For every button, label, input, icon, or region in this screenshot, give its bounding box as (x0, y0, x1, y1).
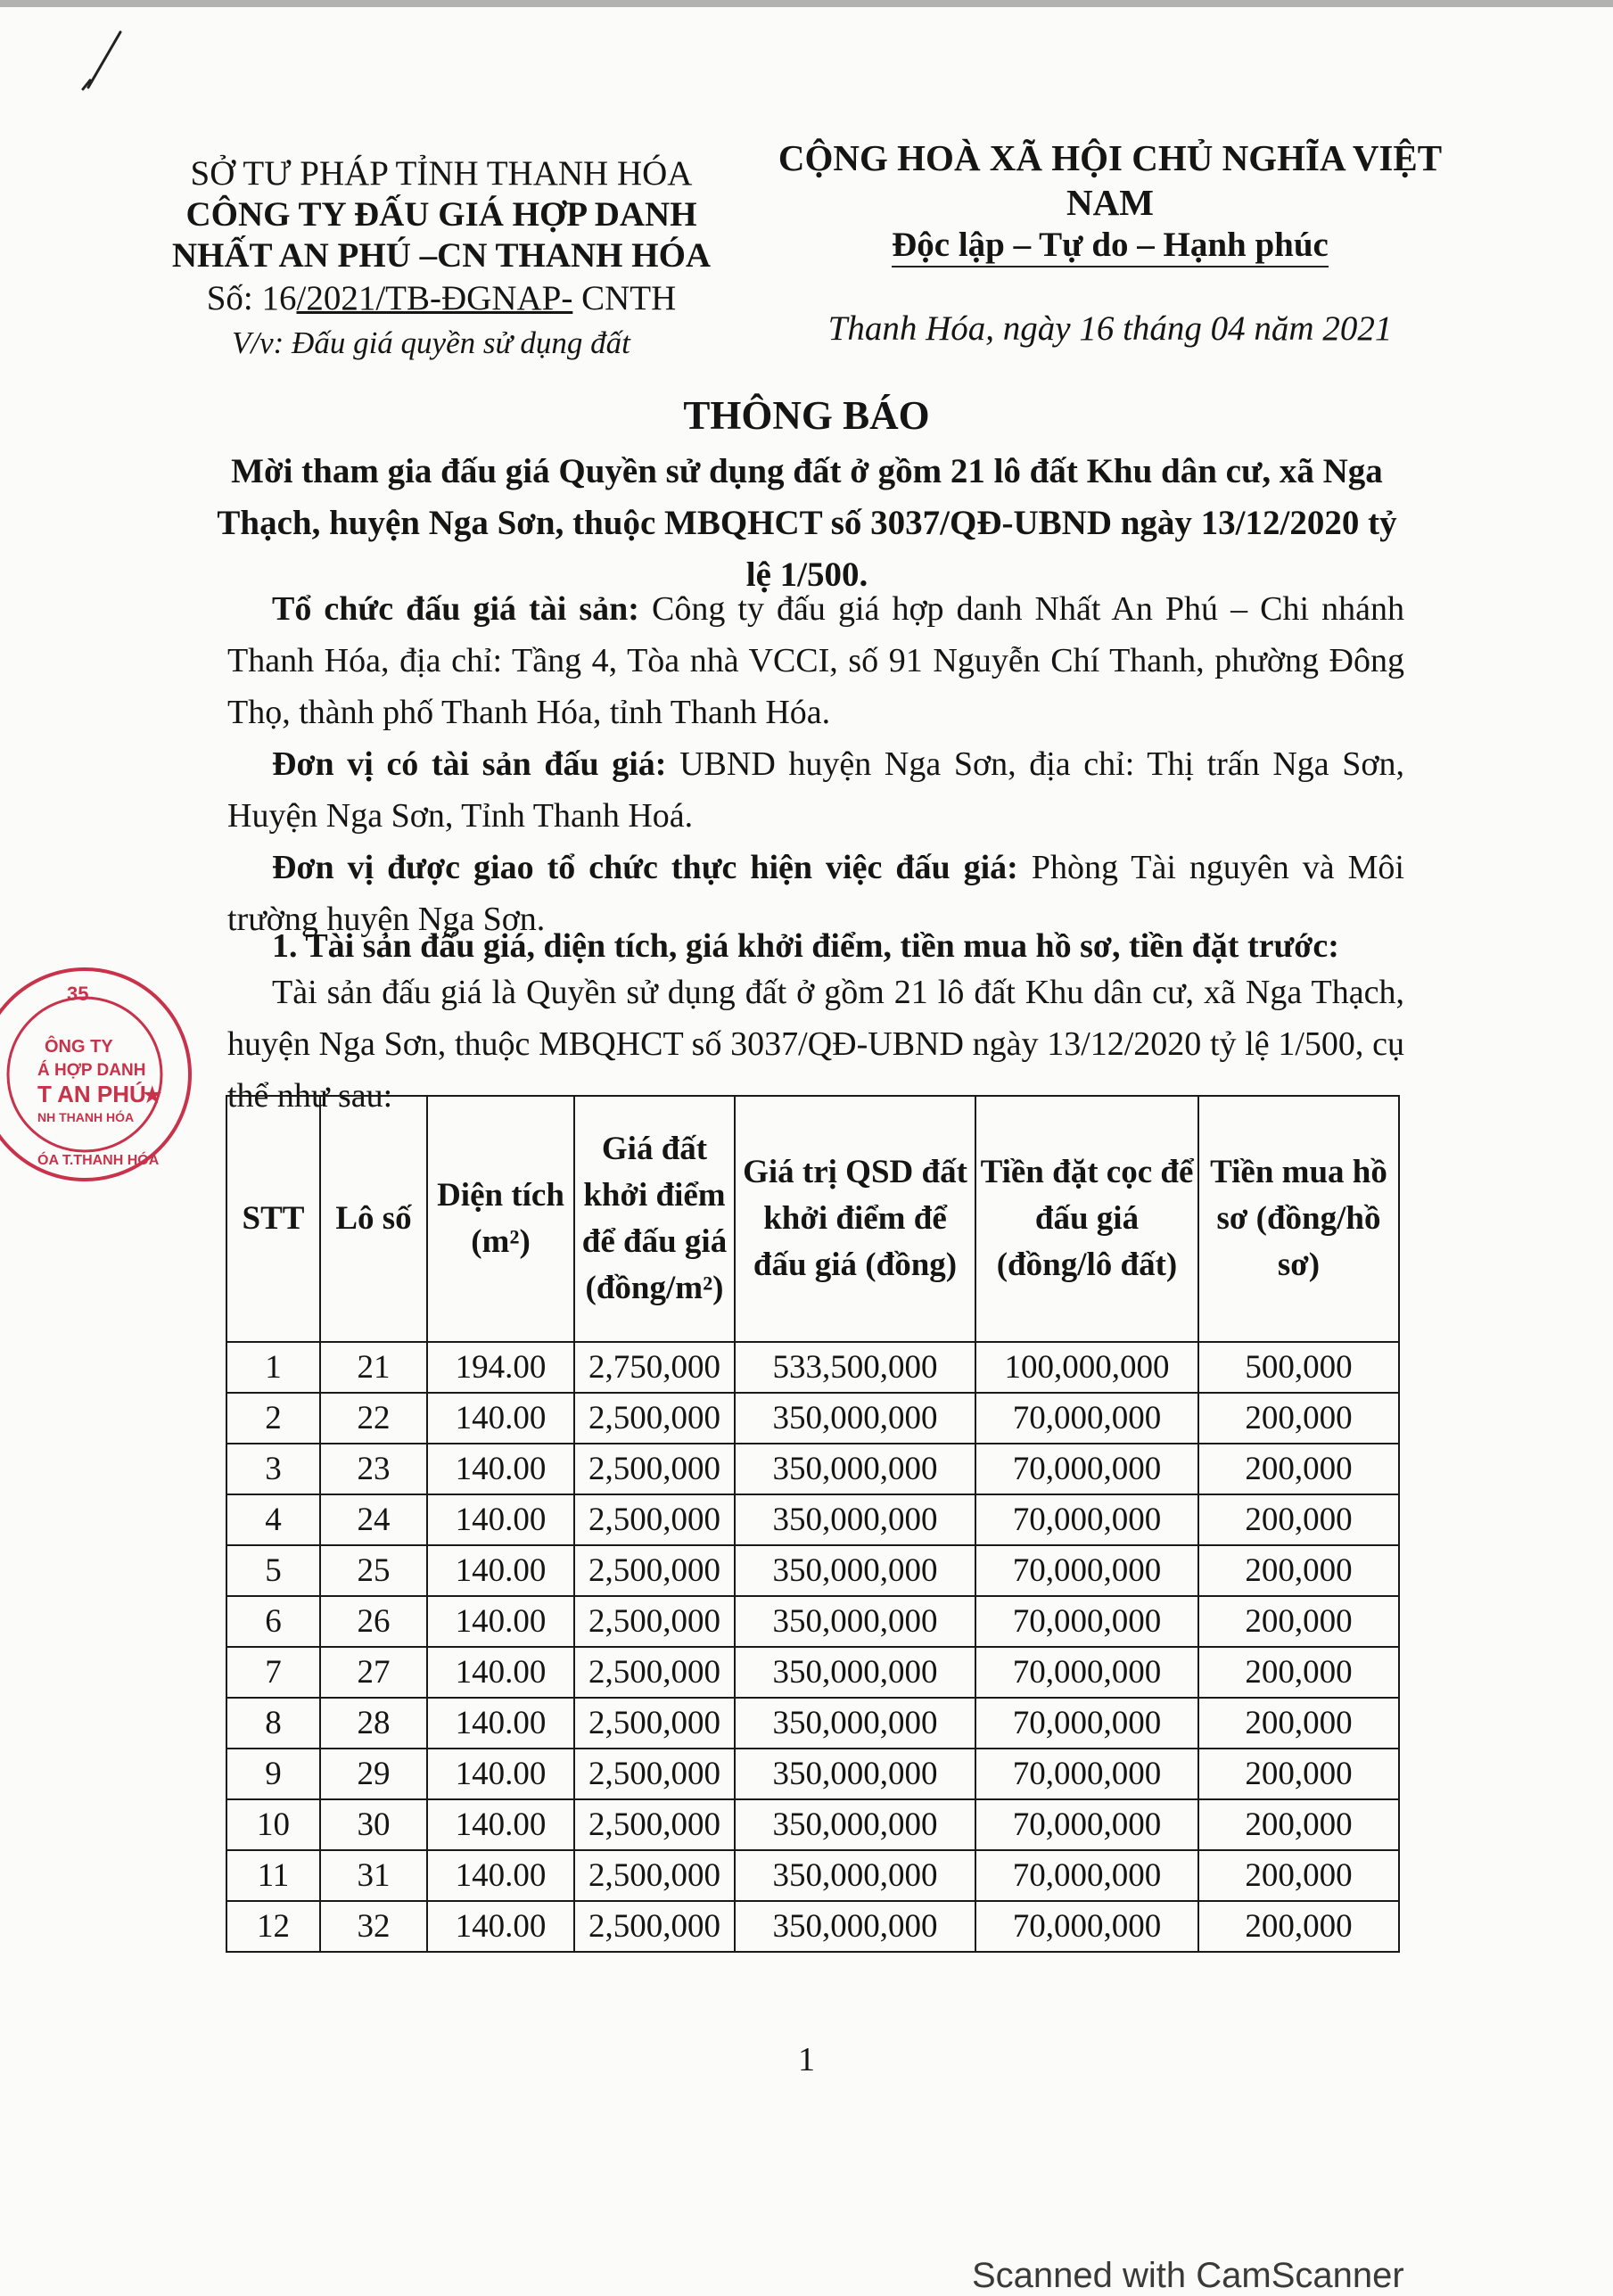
cell-deposit: 70,000,000 (975, 1850, 1198, 1901)
table-header-row (226, 1096, 1399, 1342)
cell-lot: 26 (320, 1596, 427, 1647)
table-row (226, 1494, 1399, 1545)
table-row (226, 1393, 1399, 1444)
cell-stt: 3 (226, 1444, 320, 1494)
cell-deposit: 70,000,000 (975, 1444, 1198, 1494)
table-row (226, 1444, 1399, 1494)
cell-area: 140.00 (427, 1393, 574, 1444)
table-row (226, 1545, 1399, 1596)
cell-deposit: 70,000,000 (975, 1545, 1198, 1596)
cell-area: 140.00 (427, 1799, 574, 1850)
cell-unit-price: 2,500,000 (574, 1444, 735, 1494)
nation-name: CỘNG HOÀ XÃ HỘI CHỦ NGHĨA VIỆT NAM (778, 137, 1443, 223)
cell-lot: 30 (320, 1799, 427, 1850)
stamp-line2: Á HỢP DANH (37, 1061, 146, 1080)
stamp-line3: T AN PHÚ (37, 1081, 146, 1107)
document-date: Thanh Hóa, ngày 16 tháng 04 năm 2021 (827, 309, 1393, 348)
issuer-parent-org: SỞ TƯ PHÁP TỈNH THANH HÓA (190, 154, 693, 193)
cell-dossier: 200,000 (1198, 1698, 1399, 1749)
cell-dossier: 200,000 (1198, 1850, 1399, 1901)
table-row (226, 1799, 1399, 1850)
cell-start-value: 350,000,000 (735, 1799, 975, 1850)
cell-start-value: 350,000,000 (735, 1393, 975, 1444)
cell-stt: 5 (226, 1545, 320, 1596)
paragraph-asset-owner: Đơn vị có tài sản đấu giá: UBND huyện Nga Sơn, địa chỉ: Thị trấn Nga Sơn, Huyện Nga Sơn, Tỉnh Thanh Hoá. (227, 745, 1404, 835)
cell-stt: 4 (226, 1494, 320, 1545)
cell-stt: 7 (226, 1647, 320, 1698)
cell-unit-price: 2,500,000 (574, 1545, 735, 1596)
document-subject: V/v: Đấu giá quyền sử dụng đất (232, 325, 630, 360)
cell-dossier: 500,000 (1198, 1342, 1399, 1393)
cell-unit-price: 2,500,000 (574, 1596, 735, 1647)
cell-dossier: 200,000 (1198, 1494, 1399, 1545)
cell-unit-price: 2,500,000 (574, 1749, 735, 1799)
cell-unit-price: 2,500,000 (574, 1494, 735, 1545)
cell-dossier: 200,000 (1198, 1799, 1399, 1850)
cell-deposit: 70,000,000 (975, 1596, 1198, 1647)
cell-area: 140.00 (427, 1749, 574, 1799)
header-unit-price: Giá đất khởi điểm để đấu giá (đồng/m²) (574, 1096, 735, 1342)
cell-stt: 11 (226, 1850, 320, 1901)
cell-deposit: 70,000,000 (975, 1647, 1198, 1698)
stamp-star-icon: ★ (143, 1083, 162, 1107)
cell-lot: 21 (320, 1342, 427, 1393)
cell-stt: 12 (226, 1901, 320, 1952)
cell-dossier: 200,000 (1198, 1901, 1399, 1952)
cell-stt: 8 (226, 1698, 320, 1749)
issuer-header (152, 153, 731, 364)
cell-stt: 1 (226, 1342, 320, 1393)
cell-unit-price: 2,500,000 (574, 1799, 735, 1850)
stamp-line1: ÔNG TY (45, 1037, 113, 1057)
cell-deposit: 70,000,000 (975, 1494, 1198, 1545)
cell-dossier: 200,000 (1198, 1647, 1399, 1698)
cell-lot: 31 (320, 1850, 427, 1901)
cell-dossier: 200,000 (1198, 1444, 1399, 1494)
stamp-number: 35 (67, 983, 89, 1005)
table-row (226, 1647, 1399, 1698)
table-row (226, 1596, 1399, 1647)
document-title: THÔNG BÁO (683, 393, 930, 438)
cell-start-value: 533,500,000 (735, 1342, 975, 1393)
issuer-org-line2: NHẤT AN PHÚ –CN THANH HÓA (171, 236, 712, 275)
paragraph-organizer: Tổ chức đấu giá tài sản: Công ty đấu giá hợp danh Nhất An Phú – Chi nhánh Thanh Hóa, địa chỉ: Tầng 4, Tòa nhà VCCI, số 91 Nguyễn Chí Thanh, phường Đông Thọ, thành phố Thanh Hóa, tỉnh Thanh Hóa. (227, 590, 1404, 731)
header-dossier: Tiền mua hồ sơ (đồng/hồ sơ) (1198, 1096, 1399, 1342)
header-deposit: Tiền đặt cọc để đấu giá (đồng/lô đất) (975, 1096, 1198, 1342)
cell-dossier: 200,000 (1198, 1596, 1399, 1647)
cell-dossier: 200,000 (1198, 1749, 1399, 1799)
cell-start-value: 350,000,000 (735, 1698, 975, 1749)
paragraph-asset-description: Tài sản đấu giá là Quyền sử dụng đất ở gồm 21 lô đất Khu dân cư, xã Nga Thạch, huyện Nga Sơn, thuộc MBQHCT số 3037/QĐ-UBND ngày 13/12/2020 tỷ lệ 1/500, cụ thể như sau: (227, 974, 1404, 1115)
cell-start-value: 350,000,000 (735, 1901, 975, 1952)
cell-lot: 27 (320, 1647, 427, 1698)
cell-deposit: 70,000,000 (975, 1901, 1198, 1952)
cell-area: 194.00 (427, 1342, 574, 1393)
document-subtitle: Mời tham gia đấu giá Quyền sử dụng đất ở gồm 21 lô đất Khu dân cư, xã Nga Thạch, huyện Nga Sơn, thuộc MBQHCT số 3037/QĐ-UBND ngày 13/12/2020 tỷ lệ 1/500. (217, 452, 1397, 594)
cell-area: 140.00 (427, 1647, 574, 1698)
table-body (226, 1342, 1399, 1952)
page-number: 1 (798, 2041, 815, 2078)
scanner-watermark: Scanned with CamScanner (972, 2256, 1404, 2295)
cell-stt: 9 (226, 1749, 320, 1799)
cell-lot: 25 (320, 1545, 427, 1596)
table-row (226, 1749, 1399, 1799)
header-lot: Lô số (320, 1096, 427, 1342)
header-start-value: Giá trị QSD đất khởi điểm để đấu giá (đồng) (735, 1096, 975, 1342)
scan-top-edge (0, 0, 1613, 7)
cell-stt: 6 (226, 1596, 320, 1647)
cell-area: 140.00 (427, 1444, 574, 1494)
stamp-line4: NH THANH HÓA (37, 1110, 135, 1124)
cell-unit-price: 2,500,000 (574, 1647, 735, 1698)
cell-deposit: 70,000,000 (975, 1749, 1198, 1799)
cell-unit-price: 2,500,000 (574, 1698, 735, 1749)
cell-area: 140.00 (427, 1901, 574, 1952)
table-row (226, 1698, 1399, 1749)
table-row (226, 1342, 1399, 1393)
cell-area: 140.00 (427, 1494, 574, 1545)
company-stamp-icon (0, 963, 196, 1186)
cell-dossier: 200,000 (1198, 1393, 1399, 1444)
cell-start-value: 350,000,000 (735, 1444, 975, 1494)
cell-deposit: 70,000,000 (975, 1698, 1198, 1749)
cell-lot: 28 (320, 1698, 427, 1749)
cell-start-value: 350,000,000 (735, 1749, 975, 1799)
cell-unit-price: 2,500,000 (574, 1850, 735, 1901)
handwritten-mark-icon (76, 27, 129, 98)
stamp-bottom: ÓA T.THANH HÓA (37, 1153, 160, 1168)
section-1-heading: 1. Tài sản đấu giá, diện tích, giá khởi điểm, tiền mua hồ sơ, tiền đặt trước: (272, 927, 1339, 965)
cell-deposit: 100,000,000 (975, 1342, 1198, 1393)
paragraph-executor: Đơn vị được giao tổ chức thực hiện việc đấu giá: Phòng Tài nguyên và Môi trường huyện Nga Sơn. (227, 849, 1404, 938)
national-header (731, 136, 1489, 351)
cell-unit-price: 2,500,000 (574, 1393, 735, 1444)
cell-deposit: 70,000,000 (975, 1799, 1198, 1850)
cell-start-value: 350,000,000 (735, 1545, 975, 1596)
issuer-org-line1: CÔNG TY ĐẤU GIÁ HỢP DANH (185, 195, 697, 234)
header-area: Diện tích (m²) (427, 1096, 574, 1342)
cell-area: 140.00 (427, 1596, 574, 1647)
cell-lot: 24 (320, 1494, 427, 1545)
cell-start-value: 350,000,000 (735, 1647, 975, 1698)
cell-unit-price: 2,500,000 (574, 1901, 735, 1952)
cell-lot: 32 (320, 1901, 427, 1952)
cell-deposit: 70,000,000 (975, 1393, 1198, 1444)
cell-start-value: 350,000,000 (735, 1494, 975, 1545)
cell-unit-price: 2,750,000 (574, 1342, 735, 1393)
cell-lot: 23 (320, 1444, 427, 1494)
national-motto: Độc lập – Tự do – Hạnh phúc (892, 225, 1329, 267)
header-stt: STT (226, 1096, 320, 1342)
cell-area: 140.00 (427, 1698, 574, 1749)
cell-dossier: 200,000 (1198, 1545, 1399, 1596)
cell-lot: 29 (320, 1749, 427, 1799)
cell-stt: 2 (226, 1393, 320, 1444)
lots-table (226, 1095, 1400, 1953)
cell-area: 140.00 (427, 1850, 574, 1901)
cell-area: 140.00 (427, 1545, 574, 1596)
cell-stt: 10 (226, 1799, 320, 1850)
cell-lot: 22 (320, 1393, 427, 1444)
document-number: Số: 16/2021/TB-ĐGNAP- CNTH (206, 279, 677, 317)
table-row (226, 1850, 1399, 1901)
cell-start-value: 350,000,000 (735, 1596, 975, 1647)
table-row (226, 1901, 1399, 1952)
cell-start-value: 350,000,000 (735, 1850, 975, 1901)
